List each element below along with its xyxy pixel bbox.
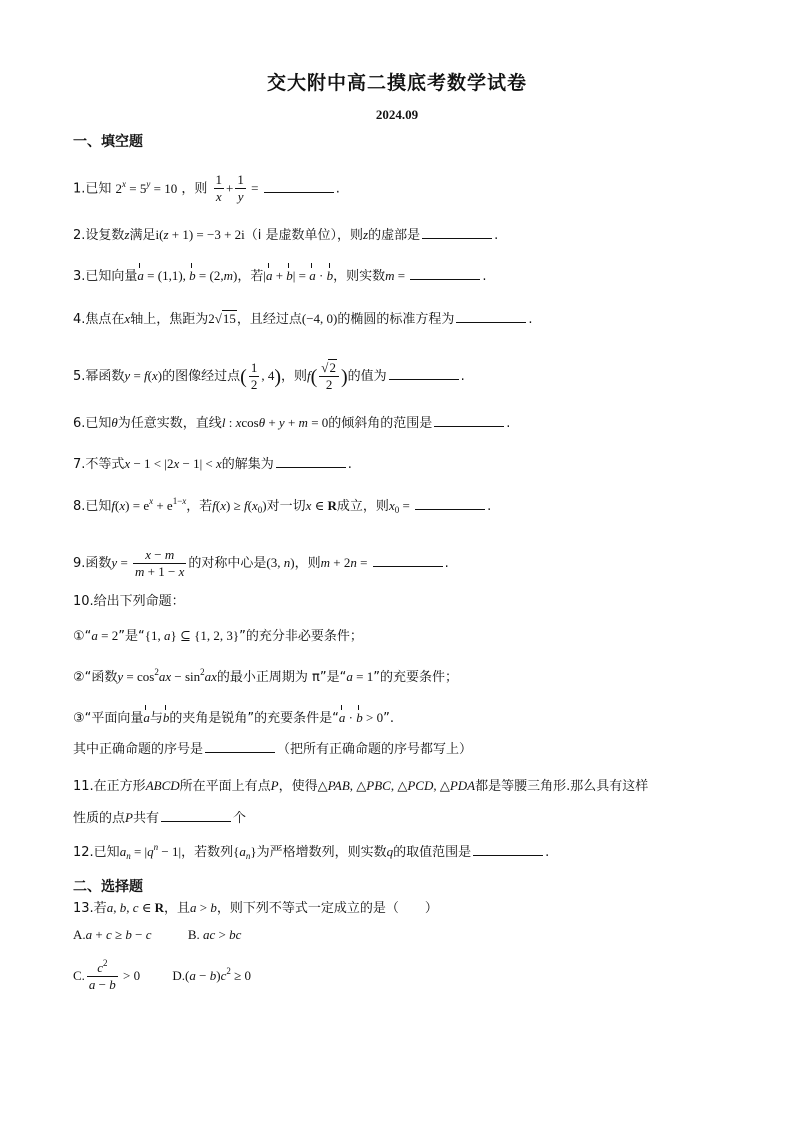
page-title: 交大附中高二摸底考数学试卷	[266, 72, 527, 94]
question-13-options-cd	[73, 960, 251, 993]
answer-blank[interactable]	[205, 740, 275, 753]
answer-blank[interactable]	[473, 843, 543, 856]
question-2: 2.设复数z满足i(z + 1) = −3 + 2i（i 是虚数单位），则z的虚部是 .	[73, 227, 499, 243]
option-d[interactable]: $D.(a - b)c^2 \ge 0$	[172, 966, 251, 983]
question-10-proposition-1: ①“a = 2”是“{1, a} ⊆ {1, 2, 3}”的充分非必要条件；	[73, 628, 363, 644]
answer-blank[interactable]	[264, 180, 334, 193]
option-c[interactable]: C. $\frac{c^2}{a - b}$ > 0	[73, 958, 141, 992]
question-13-options-ab	[73, 925, 241, 946]
answer-blank[interactable]	[276, 455, 346, 468]
question-10-answer: 其中正确命题的序号是 （把所有正确命题的序号都写上）	[73, 742, 473, 757]
question-6: 6.已知θ为任意实数，直线l : xcosθ + y + m = 0的倾斜角的范围是 .	[73, 415, 511, 431]
question-1: 1.已知 $2^x = 5^y = 10$ ，则 $\frac{1}{x}$ + $\frac{1}{y}$ = .	[73, 172, 340, 204]
section-fill-in: 一、填空题	[73, 134, 143, 150]
answer-blank[interactable]	[456, 310, 526, 323]
question-11: 11.在正方形ABCD所在平面上有点P，使得△PAB, △PBC, △PCD, △PDA都是等腰三角形.那么具有这样	[73, 778, 649, 794]
question-5: 5.幂函数y = f(x)的图像经过点( $\frac{1}{2}$ , 4)，则f( $\frac{√2}{2}$ )的值为 .	[73, 360, 465, 392]
section-choice: 二、选择题	[73, 879, 143, 895]
question-4: 4.焦点在x轴上，焦距为2√15，且经过点(−4, 0)的椭圆的标准方程为 .	[73, 311, 533, 327]
answer-blank[interactable]	[410, 267, 480, 280]
question-11-line-2: 性质的点P共有 个	[73, 810, 246, 826]
question-7: 7.不等式x − 1 < |2x − 1| < x的解集为 .	[73, 456, 352, 472]
question-10-intro: 10.给出下列命题：	[73, 594, 185, 609]
question-3: 3.已知向量a = (1,1), b = (2,m)，若|a + b| = a · b，则实数m = .	[73, 266, 486, 287]
answer-blank[interactable]	[422, 226, 492, 239]
answer-blank[interactable]	[434, 414, 504, 427]
question-10-proposition-2: ②“函数$y = \cos^2ax - \sin^2ax$的最小正周期为 π”是“a = 1”的充要条件；	[73, 667, 458, 685]
answer-blank[interactable]	[389, 367, 459, 380]
option-b[interactable]: B. ac > bc	[187, 927, 242, 942]
option-a[interactable]: A.a + c ≥ b − c	[73, 927, 152, 942]
answer-blank[interactable]	[161, 809, 231, 822]
answer-blank[interactable]	[415, 497, 485, 510]
exam-date: 2024.09	[375, 107, 419, 122]
question-12: 12.已知$a_n = |q^n - 1|$，若数列$\{a_n\}$为严格增数列，则实数q的取值范围是 .	[73, 842, 550, 861]
question-10-proposition-3: ③“平面向量a与b的夹角是锐角”的充要条件是“a · b > 0”.	[73, 708, 394, 729]
question-8: 8.已知$f(x) = e^x + e^{1-x}$，若$f(x) \ge f(x_0)$对一切x ∈ R成立，则$x_0$ = .	[73, 496, 492, 515]
question-9: 9.函数y = $\frac{x - m}{m + 1 - x}$ 的对称中心是(3, n)，则m + 2n = .	[73, 547, 449, 579]
question-13: 13.若a, b, c ∈ R，且a > b，则下列不等式一定成立的是（ ）	[73, 900, 438, 916]
answer-blank[interactable]	[373, 554, 443, 567]
